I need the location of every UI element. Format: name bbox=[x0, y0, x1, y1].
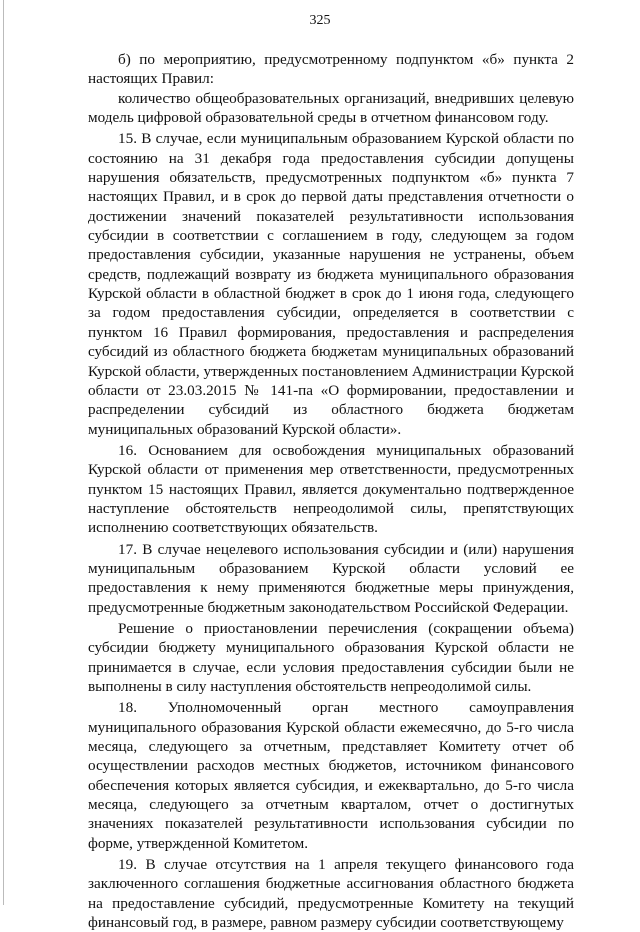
paragraph-indicator: количество общеобразовательных организаций, внедривших целевую модель цифровой образовательной среды в отчетном финансовом году. bbox=[88, 89, 574, 127]
paragraph-17: 17. В случае нецелевого использования субсидии и (или) нарушения муниципальным образованием Курской области условий ее предоставления к нему применяются бюджетные меры принуждения, предусмотренные бюджетным законодательством Российской Федерации. bbox=[88, 540, 574, 616]
paragraph-19: 19. В случае отсутствия на 1 апреля текущего финансового года заключенного соглашения бюджетные ассигнования областного бюджета на предоставление субсидий, предусмотренные Комитету на текущий финансовый год, в размере, равном размеру субсидии соответствующему bbox=[88, 856, 574, 932]
page-number: 325 bbox=[309, 13, 331, 28]
paragraph-15: 15. В случае, если муниципальным образованием Курской области по состоянию на 31 декабря года предоставления субсидии допущены нарушения обязательств, предусмотренных подпунктом «б» пункта 7 настоящих Правил, и в срок до первой даты представления отчетности о достижении значений показателей результативности использования субсидии в соответствии с соглашением в году, следующем за годом предоставления субсидии, указанные нарушения не устранены, объем средств, подлежащий возврату из бюджета муниципального образования Курской области в областной бюджет в срок до 1 июня года, следующего за годом предоставления субсидии, определяется в соответствии с пунктом 16 Правил формирования, предоставления и распределения субсидий из областного бюджета бюджетам муниципальных образований Курской области, утвержденных постановлением Администрации Курской области от 23.03.2015 № 141-па «О формировании, предоставлении и распределении субсидий из областного бюджета бюджетам муниципальных образований Курской области». bbox=[88, 130, 574, 438]
paragraph-subitem-b: б) по мероприятию, предусмотренному подпунктом «б» пункта 2 настоящих Правил: bbox=[88, 51, 574, 88]
document-body bbox=[88, 50, 574, 932]
paragraph-16: 16. Основанием для освобождения муниципальных образований Курской области от применения мер ответственности, предусмотренных пунктом 15 настоящих Правил, является документально подтвержденное наступление обстоятельств непреодолимой силы, препятствующих исполнению соответствующих обязательств. bbox=[88, 441, 574, 537]
paragraph-17-decision: Решение о приостановлении перечисления (сокращении объема) субсидии бюджету муниципального образования Курской области не принимается в случае, если условия предоставления субсидии были не выполнены в силу наступления обстоятельств непреодолимой силы. bbox=[88, 619, 574, 695]
paragraph-18: 18. Уполномоченный орган местного самоуправления муниципального образования Курской области ежемесячно, до 5-го числа месяца, следующего за отчетным, представляет Комитету отчет об осуществлении расходов местных бюджетов, источником финансового обеспечения которых является субсидия, и ежеквартально, до 5-го числа месяца, следующего за отчетным кварталом, отчет о достигнутых значениях показателей результативности использования субсидии по форме, утвержденной Комитетом. bbox=[88, 699, 574, 852]
page-edge-line bbox=[3, 0, 4, 905]
